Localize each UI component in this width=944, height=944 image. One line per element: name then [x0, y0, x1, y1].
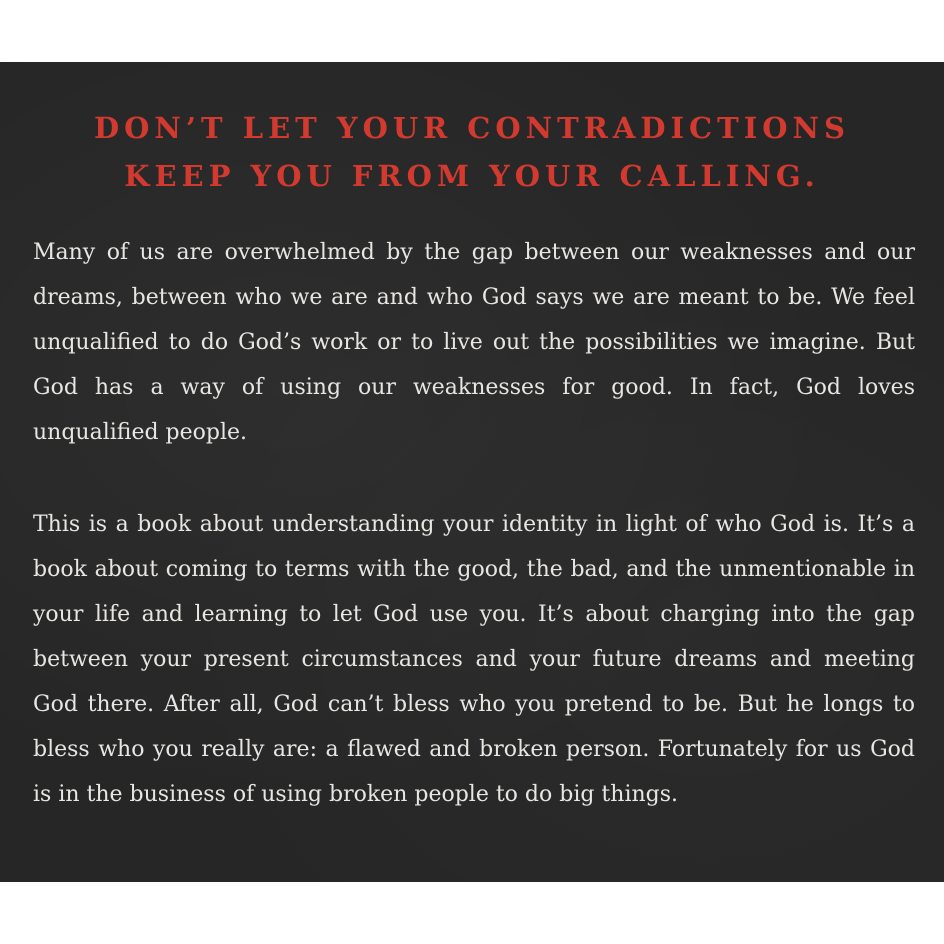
- headline: [0, 104, 944, 200]
- body-paragraph-2: This is a book about understanding your identity in light of who God is. It’s a book about coming to terms with the good, the bad, and the unmentionable in your life and learning to let God use you. It’s about charging into the gap between your present circumstances and your future dreams and meeting God there. After all, God can’t bless who you pretend to be. But he longs to bless who you really are: a flawed and broken person. Fortunately for us God is in the business of using broken people to do big things.: [33, 512, 915, 807]
- headline-line-2: KEEP YOU FROM YOUR CALLING.: [124, 159, 820, 193]
- back-cover-panel: [0, 62, 944, 882]
- body-paragraph-1: Many of us are overwhelmed by the gap between our weaknesses and our dreams, between who we are and who God says we are meant to be. We feel unqualified to do God’s work or to live out the possibilities we imagine. But God has a way of using our weaknesses for good. In fact, God loves unqualified people.: [33, 240, 915, 445]
- headline-line-1: DON’T LET YOUR CONTRADICTIONS: [94, 111, 850, 145]
